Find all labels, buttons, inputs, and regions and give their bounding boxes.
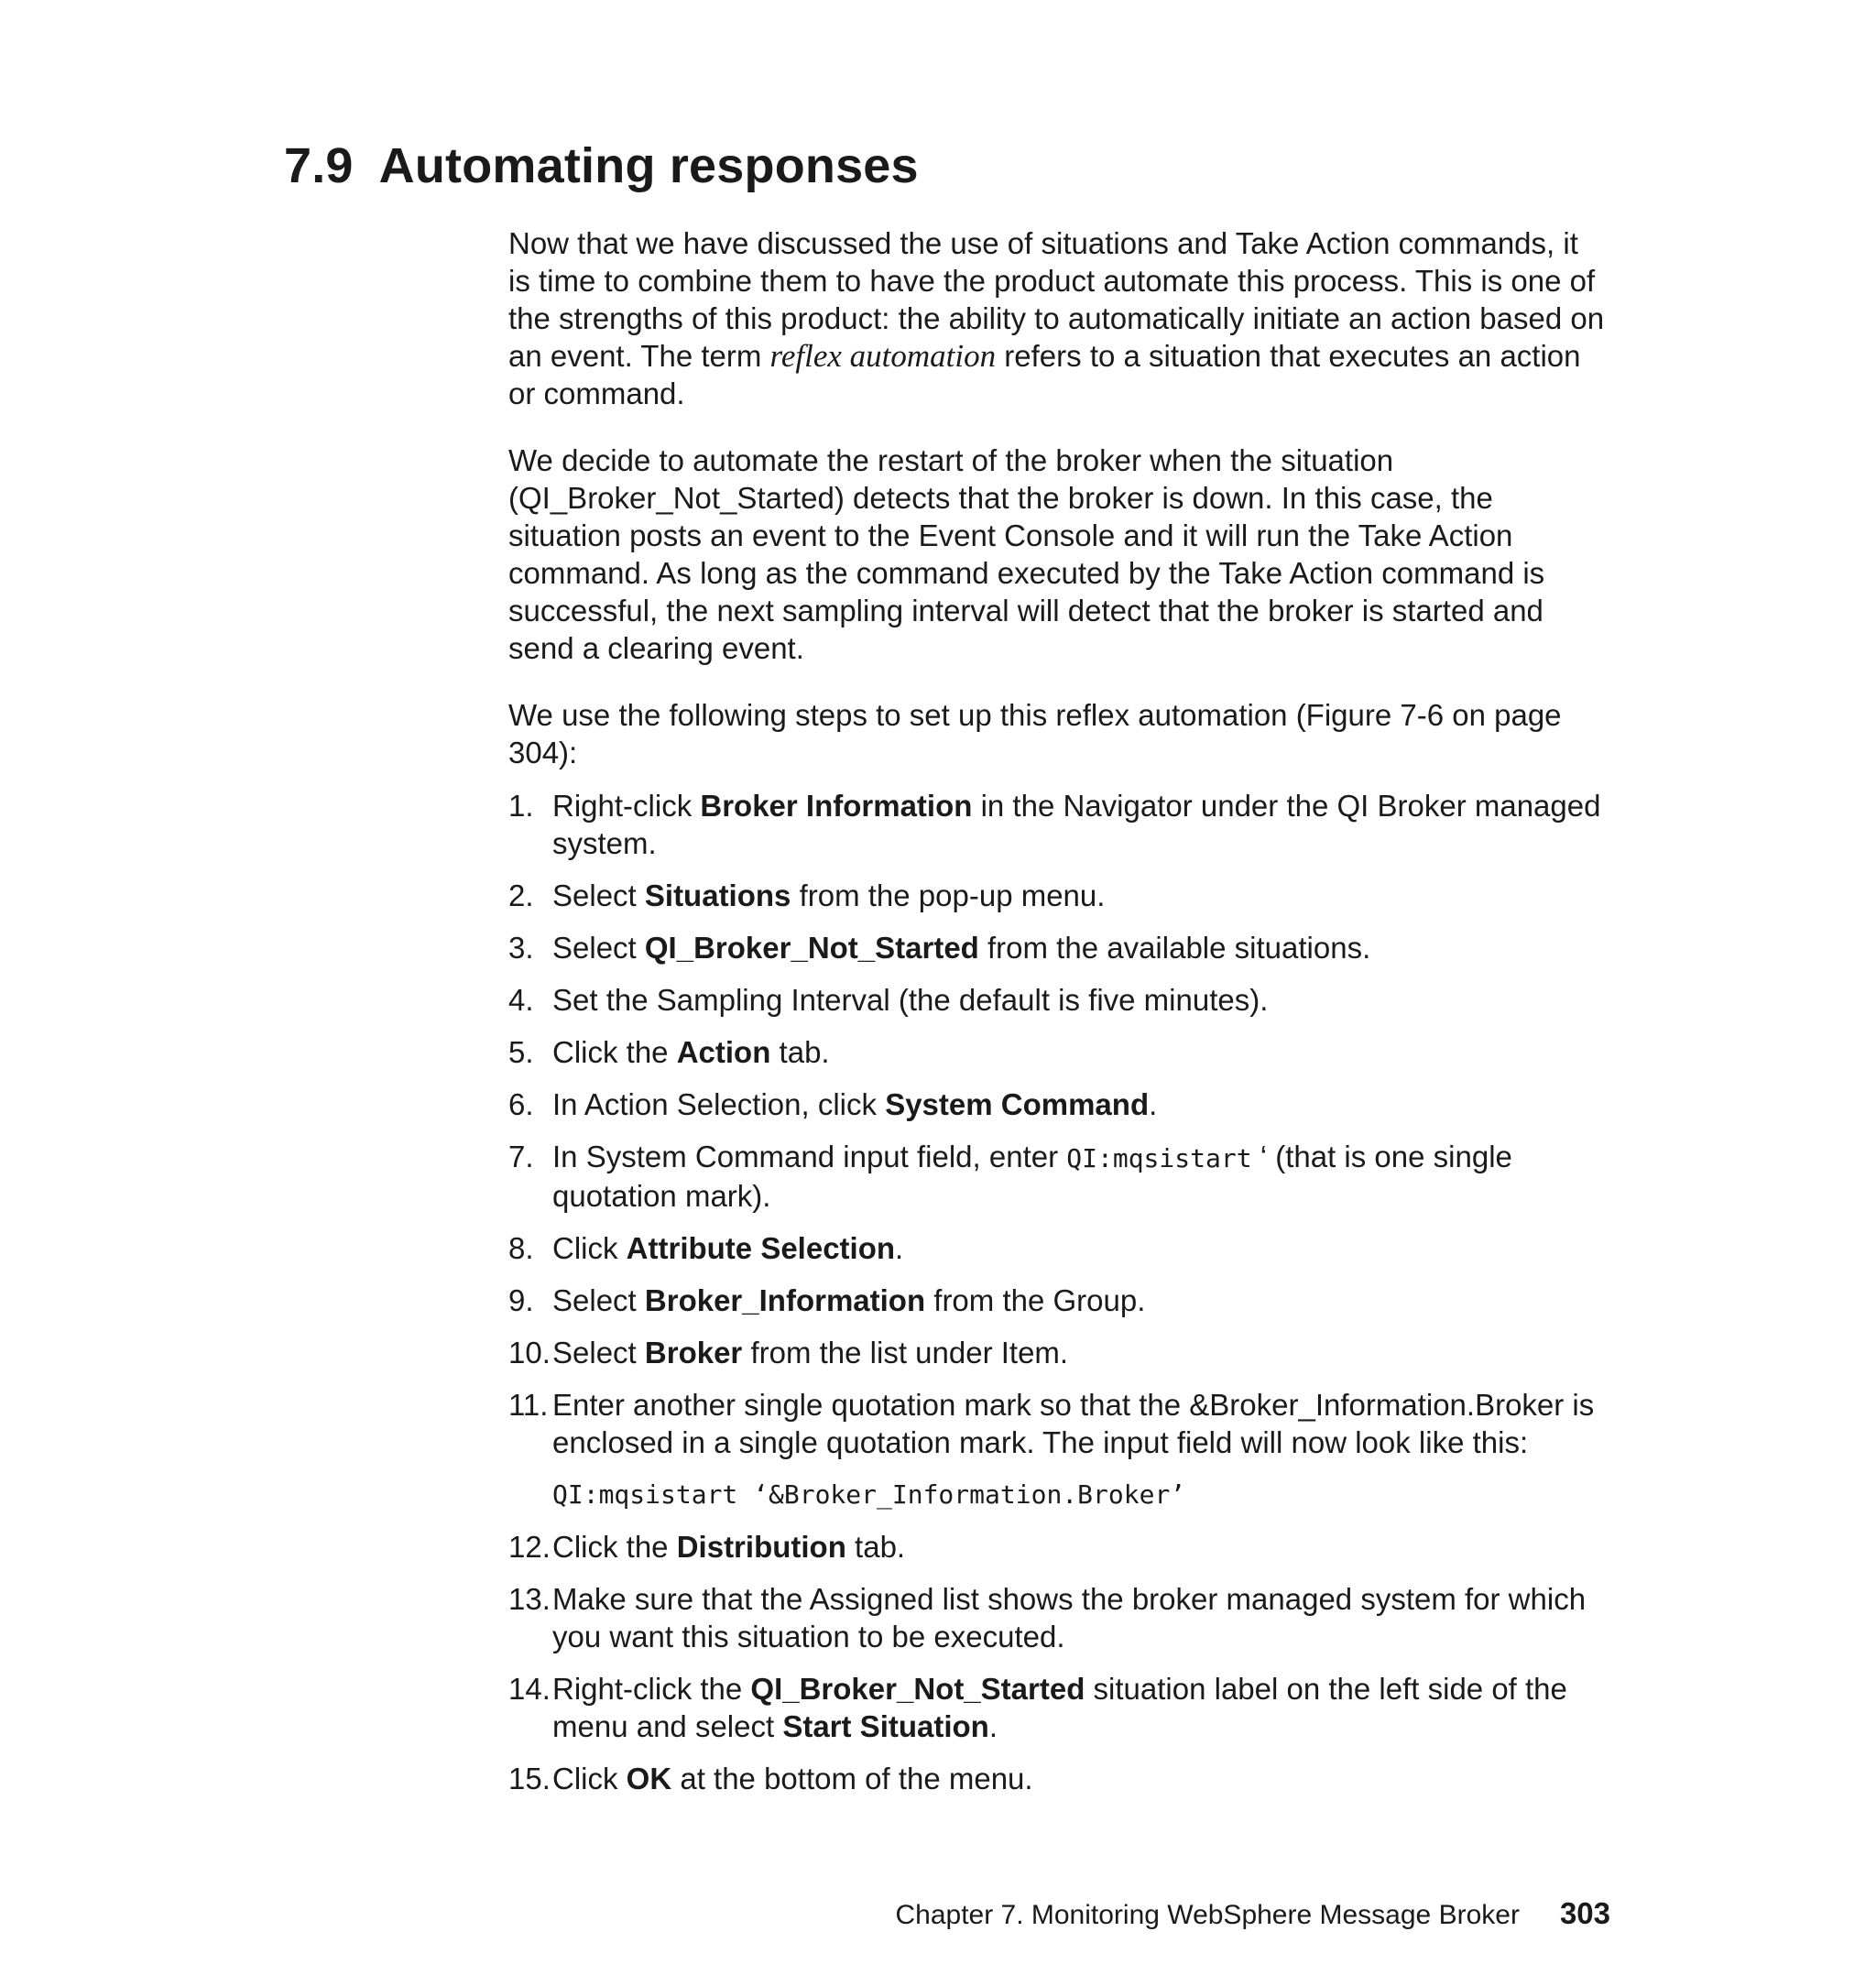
paragraph-intro bbox=[508, 224, 1608, 412]
section-title: Automating responses bbox=[378, 138, 919, 193]
step-number: 8. bbox=[508, 1231, 534, 1265]
list-item bbox=[508, 1229, 1608, 1267]
step-number: 11. bbox=[508, 1388, 549, 1422]
step-bold: System Command bbox=[885, 1087, 1150, 1121]
step-text: from the Group. bbox=[925, 1283, 1146, 1317]
step-text: In Action Selection, click bbox=[552, 1087, 886, 1121]
step-text: . bbox=[895, 1231, 904, 1265]
step-number: 13. bbox=[508, 1582, 551, 1616]
step-number: 4. bbox=[508, 983, 534, 1017]
step-bold: Broker Information bbox=[700, 789, 973, 823]
step-text: Select bbox=[552, 1283, 645, 1317]
step-text: Enter another single quotation mark so that the &Broker_Information.Broker is enclosed in a single quotation mark. The input field will now look like this: bbox=[552, 1388, 1595, 1459]
list-item bbox=[508, 1386, 1608, 1513]
step-text: from the pop-up menu. bbox=[791, 878, 1106, 912]
step-text: . bbox=[1149, 1087, 1158, 1121]
step-text: Select bbox=[552, 931, 645, 965]
step-bold: QI_Broker_Not_Started bbox=[750, 1672, 1085, 1706]
paragraph-steps-intro: We use the following steps to set up this reflex automation (Figure 7-6 on page 304): bbox=[508, 698, 1562, 769]
paragraph-intro-text-a: Now that we have discussed the use of situations and Take Action commands, it is time to combine them to have the product automate this process. This is one of the strengths of this product: the ability to automatically initiate an action based on an event. The term bbox=[508, 226, 1605, 373]
step-text: Click the bbox=[552, 1035, 677, 1069]
step-bold: QI_Broker_Not_Started bbox=[644, 931, 979, 965]
list-item bbox=[508, 1528, 1608, 1566]
section-number: 7.9 bbox=[284, 138, 354, 193]
section-heading bbox=[284, 137, 919, 194]
step-number: 12. bbox=[508, 1530, 551, 1564]
step-bold: OK bbox=[626, 1762, 672, 1795]
term-reflex-automation: reflex automation bbox=[769, 338, 997, 374]
list-item bbox=[508, 981, 1608, 1019]
step-text: Click bbox=[552, 1762, 627, 1795]
list-item bbox=[508, 1282, 1608, 1319]
step-text: Right-click bbox=[552, 789, 701, 823]
step-text: in the Navigator under the QI Broker managed system. bbox=[552, 789, 1601, 860]
step-text: . bbox=[988, 1709, 998, 1743]
step-number: 10. bbox=[508, 1336, 551, 1369]
steps-list bbox=[508, 787, 1608, 1797]
step-number: 9. bbox=[508, 1283, 534, 1317]
step-bold: Broker_Information bbox=[644, 1283, 926, 1317]
step-bold: Distribution bbox=[676, 1530, 846, 1564]
step-text: tab. bbox=[770, 1035, 830, 1069]
step-number: 7. bbox=[508, 1140, 534, 1173]
step-text: Set the Sampling Interval (the default is five minutes). bbox=[552, 983, 1269, 1017]
step-text: situation label on the left side of the menu and select bbox=[552, 1672, 1567, 1743]
list-item bbox=[508, 1033, 1608, 1071]
step-text: Right-click the bbox=[552, 1672, 751, 1706]
paragraph-intro-text-b: refers to a situation that executes an action or command. bbox=[508, 339, 1581, 410]
page-number: 303 bbox=[1559, 1896, 1610, 1930]
step-text: Click bbox=[552, 1231, 627, 1265]
step-number: 1. bbox=[508, 789, 534, 823]
step-text: Select bbox=[552, 1336, 645, 1369]
step-text: Click the bbox=[552, 1530, 677, 1564]
step-number: 5. bbox=[508, 1035, 534, 1069]
step-bold: Situations bbox=[644, 878, 791, 912]
paragraph-restart: We decide to automate the restart of the broker when the situation (QI_Broker_Not_Started) detects that the broker is down. In this case, the situation posts an event to the Event Console and it will run the Take Action command. As long as the command executed by the Take Action command is successful, the next sampling interval will detect that the broker is started and send a clearing event. bbox=[508, 443, 1545, 665]
step-text: Select bbox=[552, 878, 645, 912]
step-bold: Action bbox=[676, 1035, 771, 1069]
inline-code: QI:mqsistart bbox=[1066, 1143, 1252, 1173]
list-item bbox=[508, 1760, 1608, 1797]
code-block: QI:mqsistart ‘&Broker_Information.Broker’ bbox=[552, 1479, 1186, 1510]
step-number: 6. bbox=[508, 1087, 534, 1121]
step-number: 15. bbox=[508, 1762, 551, 1795]
step-text: from the list under Item. bbox=[742, 1336, 1069, 1369]
step-text: tab. bbox=[845, 1530, 906, 1564]
list-item bbox=[508, 787, 1608, 862]
step-text: Make sure that the Assigned list shows the broker managed system for which you want this situation to be executed. bbox=[552, 1582, 1587, 1653]
list-item bbox=[508, 1138, 1608, 1215]
step-number: 3. bbox=[508, 931, 534, 965]
list-item bbox=[508, 1086, 1608, 1123]
step-text: In System Command input field, enter bbox=[552, 1140, 1067, 1173]
list-item bbox=[508, 1580, 1608, 1655]
step-text: from the available situations. bbox=[978, 931, 1371, 965]
list-item bbox=[508, 877, 1608, 914]
page-footer bbox=[895, 1896, 1610, 1931]
step-bold: Broker bbox=[644, 1336, 743, 1369]
chapter-title: Chapter 7. Monitoring WebSphere Message Broker bbox=[895, 1900, 1520, 1930]
step-text: at the bottom of the menu. bbox=[671, 1762, 1033, 1795]
list-item bbox=[508, 1334, 1608, 1371]
step-number: 14. bbox=[508, 1672, 551, 1706]
body-text bbox=[508, 224, 1608, 1812]
step-bold: Start Situation bbox=[782, 1709, 989, 1743]
step-number: 2. bbox=[508, 878, 534, 912]
list-item bbox=[508, 1670, 1608, 1745]
step-bold: Attribute Selection bbox=[626, 1231, 896, 1265]
step-text: ‘ (that is one single quotation mark). bbox=[552, 1140, 1512, 1213]
list-item bbox=[508, 929, 1608, 966]
